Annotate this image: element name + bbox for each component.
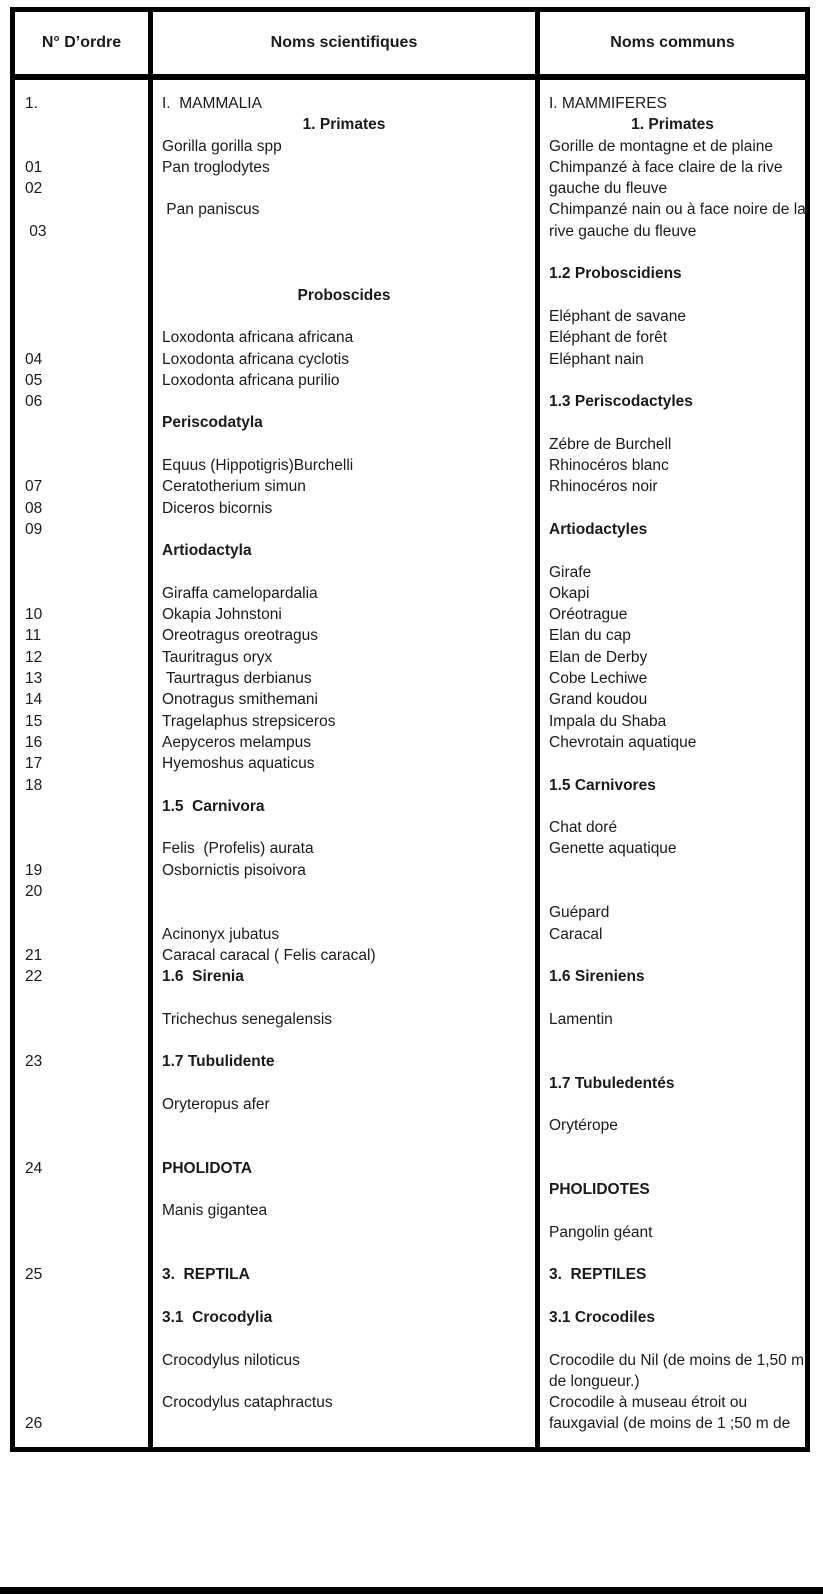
page-bottom-bar (0, 1587, 823, 1594)
order-number-cell (15, 114, 148, 135)
order-number-cell (15, 136, 148, 157)
scientific-name-cell: Okapia Johnstoni (162, 606, 282, 624)
scientific-name-cell (153, 391, 535, 412)
header-cell-order-number: N° D’ordre (41, 34, 122, 51)
common-name-cell: Grand koudou (549, 691, 648, 709)
order-number-cell: 21 (25, 946, 43, 964)
scientific-name-cell: 3. REPTILA (162, 1266, 250, 1284)
scientific-name-cell: Felis (Profelis) aurata (162, 840, 314, 858)
order-number-cell (15, 242, 148, 263)
order-number-cell: 05 (25, 371, 43, 389)
order-number-cell (15, 263, 148, 284)
common-name-cell: Genette aquatique (549, 840, 677, 858)
order-number-cell (15, 1307, 148, 1328)
order-number-cell (15, 817, 148, 838)
scientific-name-cell (153, 434, 535, 455)
order-number-cell (15, 1286, 148, 1307)
common-name-cell (540, 242, 805, 263)
common-name-cell: Eléphant de forêt (549, 329, 668, 347)
scientific-name-cell: I. MAMMALIA (162, 95, 262, 112)
scientific-name-cell: Gorilla gorilla spp (162, 137, 282, 155)
order-number-cell (15, 1222, 148, 1243)
scientific-name-cell: Giraffa camelopardalia (162, 584, 318, 602)
scientific-name-cell: 1.6 Sirenia (162, 968, 244, 986)
common-name-cell: Okapi (549, 584, 590, 602)
common-name-cell: I. MAMMIFERES (549, 95, 667, 112)
scientific-name-cell (153, 1328, 535, 1349)
common-name-cell: 1. Primates (631, 116, 714, 134)
common-name-cell (540, 796, 805, 817)
common-name-cell: Rhinocéros blanc (549, 457, 669, 475)
common-name-cell (540, 945, 805, 966)
order-number-cell (15, 1009, 148, 1030)
order-number-cell (15, 1115, 148, 1136)
common-name-cell: Impala du Shaba (549, 712, 667, 730)
order-number-cell (15, 1030, 148, 1051)
scientific-name-cell: Loxodonta africana purilio (162, 371, 340, 389)
order-number-cell: 09 (25, 520, 43, 538)
scientific-name-cell: Pan paniscus (162, 201, 260, 219)
order-number-cell (15, 1392, 148, 1413)
header-cell-scientific-names: Noms scientifiques (148, 12, 535, 74)
common-name-cell: Eléphant nain (549, 350, 644, 368)
common-name-cell (540, 285, 805, 306)
scientific-name-cell: Onotragus smithemani (162, 691, 318, 709)
common-name-cell: Lamentin (549, 1010, 613, 1028)
order-number-cell: 16 (25, 733, 43, 751)
order-number-cell: 22 (25, 968, 43, 986)
common-name-cell: rive gauche du fleuve (549, 222, 697, 240)
order-number-cell (15, 1073, 148, 1094)
scientific-name-cell (153, 987, 535, 1008)
common-name-cell: PHOLIDOTES (549, 1181, 650, 1199)
order-number-cell (15, 455, 148, 476)
order-number-cell: 20 (25, 882, 43, 900)
common-name-cell (540, 1200, 805, 1221)
order-number-cell (15, 327, 148, 348)
scientific-name-cell (153, 562, 535, 583)
common-name-cell (540, 370, 805, 391)
order-number-cell (15, 562, 148, 583)
order-number-cell (15, 838, 148, 859)
scientific-name-cell: 1.5 Carnivora (162, 797, 265, 815)
scientific-name-cell (153, 881, 535, 902)
order-number-cell: 17 (25, 755, 43, 773)
common-name-cell: Chimpanzé à face claire de la rive (549, 158, 783, 176)
order-number-cell (15, 1094, 148, 1115)
order-number-cell: 25 (25, 1266, 43, 1284)
order-number-cell: 15 (25, 712, 43, 730)
scientific-name-cell (153, 1222, 535, 1243)
scientific-name-cell (153, 519, 535, 540)
order-number-cell (15, 1243, 148, 1264)
scientific-name-cell (153, 902, 535, 923)
scientific-name-cell: Pan troglodytes (162, 158, 270, 176)
table-body (15, 80, 805, 1447)
common-name-cell: Oréotrague (549, 606, 628, 624)
order-number-cell: 23 (25, 1053, 43, 1071)
scientific-name-cell: Loxodonta africana cyclotis (162, 350, 349, 368)
common-name-cell: 1.2 Proboscidiens (549, 265, 682, 283)
scientific-name-cell: 1.7 Tubulidente (162, 1053, 275, 1071)
scientific-name-cell: Ceratotherium simun (162, 478, 306, 496)
common-name-cell: Cobe Lechiwe (549, 670, 648, 688)
order-number-cell: 14 (25, 691, 43, 709)
common-name-cell: Crocodile à museau étroit ou (549, 1394, 748, 1412)
order-number-cell: 26 (25, 1415, 43, 1433)
scientific-name-cell (153, 221, 535, 242)
order-number-cell: 06 (25, 393, 43, 411)
scientific-name-cell: Acinonyx jubatus (162, 925, 280, 943)
scientific-name-cell (153, 1243, 535, 1264)
order-number-cell (15, 434, 148, 455)
common-name-cell: Artiodactyles (549, 520, 648, 538)
order-number-cell: 01 (25, 158, 43, 176)
scientific-name-cell: Loxodonta africana africana (162, 329, 354, 347)
common-name-cell: 1.5 Carnivores (549, 776, 656, 794)
scientific-name-cell: Manis gigantea (162, 1202, 268, 1220)
common-name-cell (540, 1158, 805, 1179)
common-name-cell: Chat doré (549, 819, 618, 837)
scientific-name-cell: Oreotragus oreotragus (162, 627, 318, 645)
common-name-cell (540, 1137, 805, 1158)
common-name-cell: Zébre de Burchell (549, 435, 672, 453)
common-name-cell: Guépard (549, 904, 610, 922)
common-name-cell: 3. REPTILES (549, 1266, 647, 1284)
species-table (10, 7, 810, 1452)
common-name-cell (540, 1328, 805, 1349)
column-common-names (535, 80, 805, 1447)
common-name-cell: Elan du cap (549, 627, 631, 645)
scientific-name-cell: Tragelaphus strepsiceros (162, 712, 336, 730)
scientific-name-cell (153, 817, 535, 838)
order-number-cell: 24 (25, 1159, 43, 1177)
order-number-cell (15, 1328, 148, 1349)
common-name-cell (540, 1051, 805, 1072)
scientific-name-cell (153, 1413, 535, 1434)
order-number-cell (15, 306, 148, 327)
order-number-cell (15, 902, 148, 923)
order-number-cell: 1. (25, 95, 38, 112)
order-number-cell: 11 (25, 627, 42, 645)
scientific-name-cell: Artiodactyla (162, 542, 252, 560)
common-name-cell: Pangolin géant (549, 1223, 653, 1241)
common-name-cell: Chimpanzé nain ou à face noire de la (549, 201, 806, 219)
scientific-name-cell: Periscodatyla (162, 414, 263, 432)
scientific-name-cell (153, 1137, 535, 1158)
column-order-numbers (15, 80, 148, 1447)
common-name-cell: Orytérope (549, 1117, 618, 1135)
order-number-cell (15, 412, 148, 433)
order-number-cell (15, 924, 148, 945)
scientific-name-cell: Crocodylus cataphractus (162, 1394, 333, 1412)
common-name-cell: Gorille de montagne et de plaine (549, 137, 774, 155)
scientific-name-cell: Hyemoshus aquaticus (162, 755, 315, 773)
common-name-cell (540, 1243, 805, 1264)
order-number-cell: 02 (25, 180, 43, 198)
scientific-name-cell (153, 775, 535, 796)
order-number-cell: 12 (25, 648, 43, 666)
order-number-cell: 18 (25, 776, 43, 794)
scientific-name-cell (153, 1073, 535, 1094)
order-number-cell (15, 1371, 148, 1392)
common-name-cell: fauxgavial (de moins de 1 ;50 m de (549, 1415, 791, 1433)
common-name-cell: de longueur.) (549, 1372, 640, 1390)
order-number-cell (15, 1200, 148, 1221)
common-name-cell (540, 412, 805, 433)
common-name-cell (540, 498, 805, 519)
order-number-cell: 13 (25, 670, 43, 688)
common-name-cell (540, 881, 805, 902)
table-header-row (15, 12, 805, 80)
order-number-cell: 19 (25, 861, 43, 879)
scientific-name-cell: PHOLIDOTA (162, 1159, 253, 1177)
scientific-name-cell: 3.1 Crocodylia (162, 1308, 273, 1326)
common-name-cell (540, 1030, 805, 1051)
scientific-name-cell: Caracal caracal ( Felis caracal) (162, 946, 376, 964)
order-number-cell (15, 1179, 148, 1200)
order-number-cell (15, 540, 148, 561)
common-name-cell: 3.1 Crocodiles (549, 1308, 655, 1326)
scientific-name-cell (153, 1179, 535, 1200)
common-name-cell: 1.3 Periscodactyles (549, 393, 693, 411)
order-number-cell (15, 987, 148, 1008)
scientific-name-cell (153, 1286, 535, 1307)
common-name-cell: Rhinocéros noir (549, 478, 658, 496)
order-number-cell: 04 (25, 350, 43, 368)
scientific-name-cell: Equus (Hippotigris)Burchelli (162, 457, 354, 475)
column-scientific-names (148, 80, 535, 1447)
common-name-cell: Caracal (549, 925, 603, 943)
scientific-name-cell (153, 263, 535, 284)
common-name-cell: 1.7 Tubuledentés (549, 1074, 675, 1092)
scientific-name-cell: Diceros bicornis (162, 499, 273, 517)
common-name-cell (540, 1286, 805, 1307)
scientific-name-cell (153, 242, 535, 263)
scientific-name-cell: Crocodylus niloticus (162, 1351, 300, 1369)
common-name-cell (540, 1094, 805, 1115)
common-name-cell: Eléphant de savane (549, 307, 687, 325)
scientific-name-cell: Tauritragus oryx (162, 648, 273, 666)
scientific-name-cell: Oryteropus afer (162, 1095, 270, 1113)
common-name-cell: Elan de Derby (549, 648, 648, 666)
common-name-cell: Girafe (549, 563, 592, 581)
scientific-name-cell (153, 1371, 535, 1392)
common-name-cell: gauche du fleuve (549, 180, 668, 198)
common-name-cell (540, 540, 805, 561)
common-name-cell: Chevrotain aquatique (549, 733, 697, 751)
scientific-name-cell: Aepyceros melampus (162, 733, 312, 751)
order-number-cell: 10 (25, 606, 43, 624)
header-cell-common-names: Noms communs (535, 12, 805, 74)
order-number-cell (15, 285, 148, 306)
order-number-cell (15, 1350, 148, 1371)
common-name-cell: Crocodile du Nil (de moins de 1,50 m (549, 1351, 805, 1369)
order-number-cell (15, 199, 148, 220)
scientific-name-cell: Proboscides (297, 286, 391, 304)
order-number-cell (15, 796, 148, 817)
common-name-cell: 1.6 Sireniens (549, 968, 645, 986)
common-name-cell (540, 860, 805, 881)
order-number-cell: 08 (25, 499, 43, 517)
scientific-name-cell (153, 1115, 535, 1136)
common-name-cell (540, 987, 805, 1008)
common-name-cell (540, 753, 805, 774)
scientific-name-cell (153, 1030, 535, 1051)
scientific-name-cell (153, 178, 535, 199)
scientific-name-cell: Taurtragus derbianus (162, 670, 312, 688)
order-number-cell (15, 1137, 148, 1158)
scientific-name-cell: Trichechus senegalensis (162, 1010, 333, 1028)
scientific-name-cell (153, 306, 535, 327)
scientific-name-cell: Osbornictis pisoivora (162, 861, 306, 879)
order-number-cell (15, 583, 148, 604)
scientific-name-cell: 1. Primates (302, 116, 386, 134)
order-number-cell: 03 (25, 222, 47, 240)
order-number-cell: 07 (25, 478, 43, 496)
